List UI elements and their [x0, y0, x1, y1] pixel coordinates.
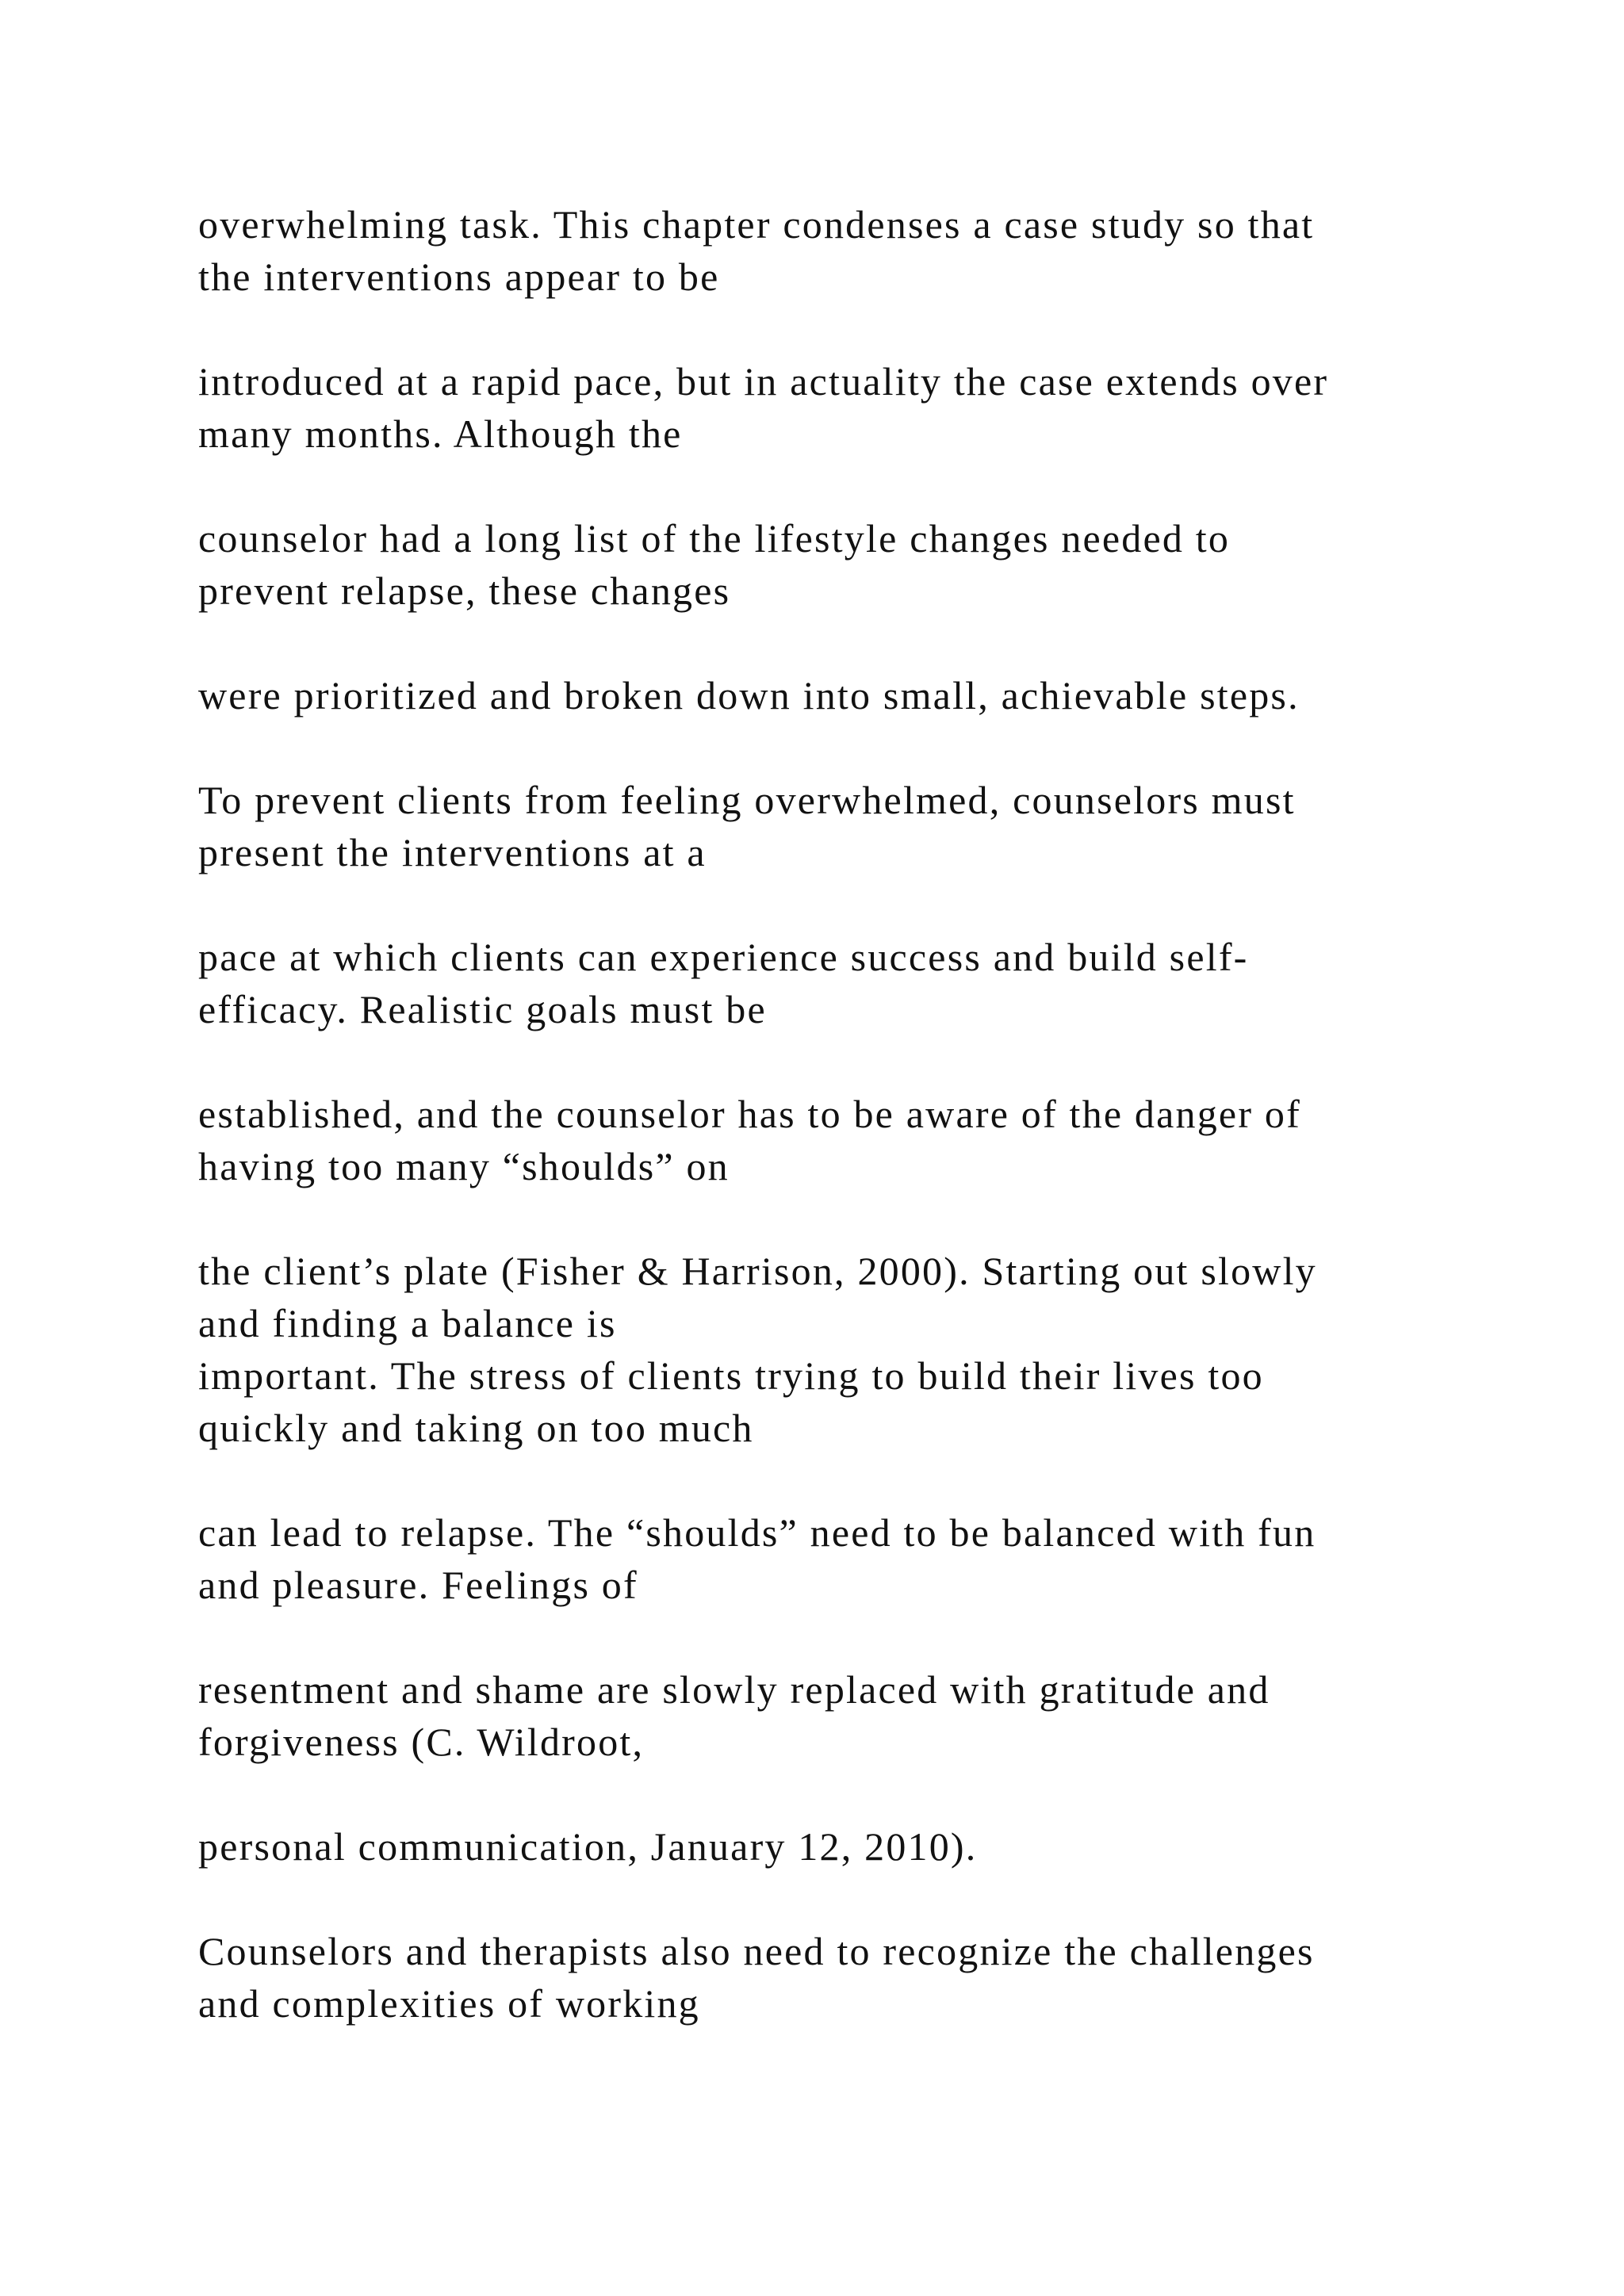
text-line: the interventions appear to be: [198, 254, 720, 299]
paragraph: [198, 1820, 1499, 1873]
paragraph-spacer: [198, 303, 1499, 355]
text-line: and pleasure. Feelings of: [198, 1563, 638, 1607]
paragraph-spacer: [198, 1611, 1499, 1663]
text-line: important. The stress of clients trying to build their lives too: [198, 1353, 1264, 1398]
text-line: pace at which clients can experience success and build self-: [198, 935, 1249, 979]
text-line: To prevent clients from feeling overwhelmed, counselors must: [198, 778, 1296, 822]
text-line: can lead to relapse. The “shoulds” need to be balanced with fun: [198, 1510, 1316, 1555]
paragraph-spacer: [198, 1873, 1499, 1925]
paragraph: [198, 1245, 1499, 1349]
paragraph: [198, 1506, 1499, 1611]
text-line: personal communication, January 12, 2010).: [198, 1824, 978, 1869]
text-line: resentment and shame are slowly replaced with gratitude and: [198, 1667, 1270, 1712]
paragraph-spacer: [198, 1192, 1499, 1245]
paragraph: [198, 1663, 1499, 1768]
text-line: efficacy. Realistic goals must be: [198, 987, 767, 1031]
text-line: and finding a balance is: [198, 1301, 617, 1345]
paragraph: [198, 774, 1499, 878]
text-line: counselor had a long list of the lifestyle changes needed to: [198, 516, 1231, 561]
paragraph-spacer: [198, 1454, 1499, 1506]
text-line: introduced at a rapid pace, but in actuality the case extends over: [198, 359, 1329, 404]
paragraph: [198, 1925, 1499, 2030]
text-line: the client’s plate (Fisher & Harrison, 2000). Starting out slowly: [198, 1249, 1317, 1293]
paragraph-spacer: [198, 721, 1499, 774]
paragraph: [198, 931, 1499, 1035]
text-line: many months. Although the: [198, 411, 683, 456]
text-line: prevent relapse, these changes: [198, 568, 731, 613]
text-line: forgiveness (C. Wildroot,: [198, 1720, 645, 1764]
text-line: present the interventions at a: [198, 830, 707, 874]
paragraph: [198, 198, 1499, 303]
paragraph: [198, 1088, 1499, 1192]
text-line: overwhelming task. This chapter condenses a case study so that: [198, 202, 1315, 247]
paragraph-spacer: [198, 1768, 1499, 1820]
text-line: established, and the counselor has to be aware of the danger of: [198, 1092, 1301, 1136]
paragraph: [198, 355, 1499, 460]
paragraph-spacer: [198, 878, 1499, 931]
paragraph-spacer: [198, 1035, 1499, 1088]
paragraph: [198, 512, 1499, 617]
text-line: quickly and taking on too much: [198, 1406, 754, 1450]
text-line: Counselors and therapists also need to recognize the challenges: [198, 1929, 1315, 1973]
text-line: were prioritized and broken down into small, achievable steps.: [198, 673, 1300, 718]
text-line: and complexities of working: [198, 1981, 700, 2026]
paragraph: [198, 1349, 1499, 1454]
paragraph-spacer: [198, 460, 1499, 512]
paragraph: [198, 669, 1499, 721]
text-line: having too many “shoulds” on: [198, 1144, 730, 1188]
document-body: [198, 198, 1499, 2030]
paragraph-spacer: [198, 617, 1499, 669]
